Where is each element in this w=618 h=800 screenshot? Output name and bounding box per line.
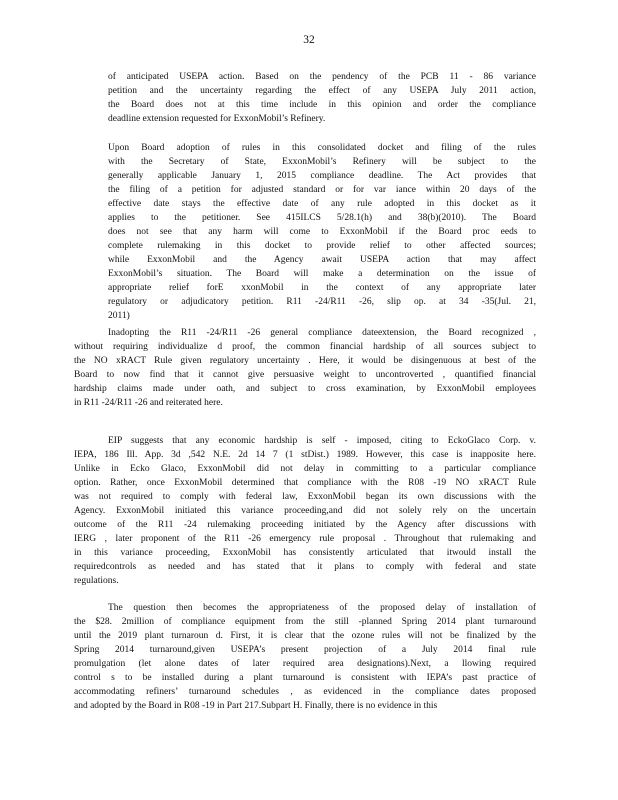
text-line: Board to now find that it cannot give persuasive weight to uncontroverted , quantified financial — [74, 370, 536, 380]
text-line: The question then becomes the appropriateness of the proposed delay of installation of — [108, 603, 536, 613]
text-line: effective date stays the effective date of any rule adopted in this docket as it — [108, 199, 536, 209]
paragraph — [108, 141, 536, 323]
text-line: IERG , later proponent of the R11 -26 emergency rule proposal . Throughout that rulemaking and — [74, 534, 536, 544]
text-line: hardship claims made under oath, and subject to cross examination, by ExxonMobil employees — [74, 384, 536, 394]
text-line: accommodating refiners’ turnaround schedules , as evidenced in the compliance dates proposed — [74, 687, 536, 697]
text-line: Spring 2014 turnaround,given USEPA’s present projection of a July 2014 final rule — [74, 645, 536, 655]
text-line: Inadopting the R11 -24/R11 -26 general compliance dateextension, the Board recognized , — [108, 328, 536, 338]
text-line: does not see that any harm will come to ExxonMobil if the Board proc eeds to — [108, 227, 536, 237]
text-line: appropriate relief forE xxonMobil in the context of any appropriate later — [108, 283, 536, 293]
text-line: promulgation (let alone dates of later required area designations).Next, a llowing required — [74, 659, 536, 669]
text-line: in this variance proceeding, ExxonMobil has consistently articulated that itwould install the — [74, 548, 536, 558]
paragraph — [74, 434, 536, 588]
text-line: option. Rather, once ExxonMobil determined that compliance with the R08 -19 NO xRACT Rule — [74, 478, 536, 488]
text-line: petition and the uncertainty regarding the effect of any USEPA July 2011 action, — [108, 86, 536, 96]
text-line: in R11 -24/R11 -26 and reiterated here. — [74, 398, 223, 408]
text-line: generally applicable January 1, 2015 compliance deadline. The Act provides that — [108, 171, 536, 181]
text-line: Agency. ExxonMobil initiated this variance proceeding,and did not solely rely on the uncertain — [74, 506, 536, 516]
text-line: and adopted by the Board in R08 -19 in Part 217.Subpart H. Finally, there is no evidence in this — [74, 701, 438, 711]
text-line: Upon Board adoption of rules in this consolidated docket and filing of the rules — [108, 143, 536, 153]
text-line: outcome of the R11 -24 rulemaking proceeding initiated by the Agency after discussions with — [74, 520, 536, 530]
text-line: ExxonMobil’s situation. The Board will make a determination on the issue of — [108, 269, 536, 279]
text-line: IEPA, 186 Ill. App. 3d ,542 N.E. 2d 14 7 (1 stDist.) 1989. However, this case is inapposite here. — [74, 450, 536, 460]
paragraph — [108, 70, 536, 126]
text-line: was not required to comply with federal law, ExxonMobil began its own discussions with the — [74, 492, 536, 502]
text-line: the Board does not at this time include in this opinion and order the compliance — [108, 100, 536, 110]
text-line: regulations. — [74, 576, 119, 586]
text-line: with the Secretary of State, ExxonMobil’s Refinery will be subject to the — [108, 157, 536, 167]
text-line: 2011) — [108, 311, 130, 321]
paragraph — [74, 326, 536, 410]
text-line: the filing of a petition for adjusted standard or for var iance within 20 days of the — [108, 185, 536, 195]
text-line: of anticipated USEPA action. Based on the pendency of the PCB 11 - 86 variance — [108, 72, 536, 82]
text-line: EIP suggests that any economic hardship is self - imposed, citing to EckoGlaco Corp. v. — [108, 436, 536, 446]
text-line: while ExxonMobil and the Agency await USEPA action that may affect — [108, 255, 536, 265]
page-number: 32 — [303, 34, 315, 46]
text-line: until the 2019 plant turnaroun d. First, it is clear that the ozone rules will not be finalized by the — [74, 631, 536, 641]
paragraph — [74, 601, 536, 713]
text-line: deadline extension requested for ExxonMobil’s Refinery. — [108, 114, 326, 124]
text-line: control s to be installed during a plant turnaround is consistent with IEPA’s past practice of — [74, 673, 536, 683]
text-line: the NO xRACT Rule given regulatory uncertainty . Here, it would be disingenuous at best of the — [74, 356, 536, 366]
text-line: Unlike in Ecko Glaco, ExxonMobil did not delay in committing to a particular compliance — [74, 464, 536, 474]
text-line: without requiring individualize d proof, the common financial hardship of all sources subject to — [74, 342, 536, 352]
text-line: regulatory or adjudicatory petition. R11 -24/R11 -26, slip op. at 34 -35(Jul. 21, — [108, 297, 536, 307]
text-line: the $28. 2million of compliance equipment from the still -planned Spring 2014 plant turnaround — [74, 617, 536, 627]
text-line: requiredcontrols as needed and has stated that it plans to comply with federal and state — [74, 562, 536, 572]
text-line: complete rulemaking in this docket to provide relief to other affected sources; — [108, 241, 536, 251]
text-line: applies to the petitioner. See 415ILCS 5/28.1(h) and 38(b)(2010). The Board — [108, 213, 536, 223]
